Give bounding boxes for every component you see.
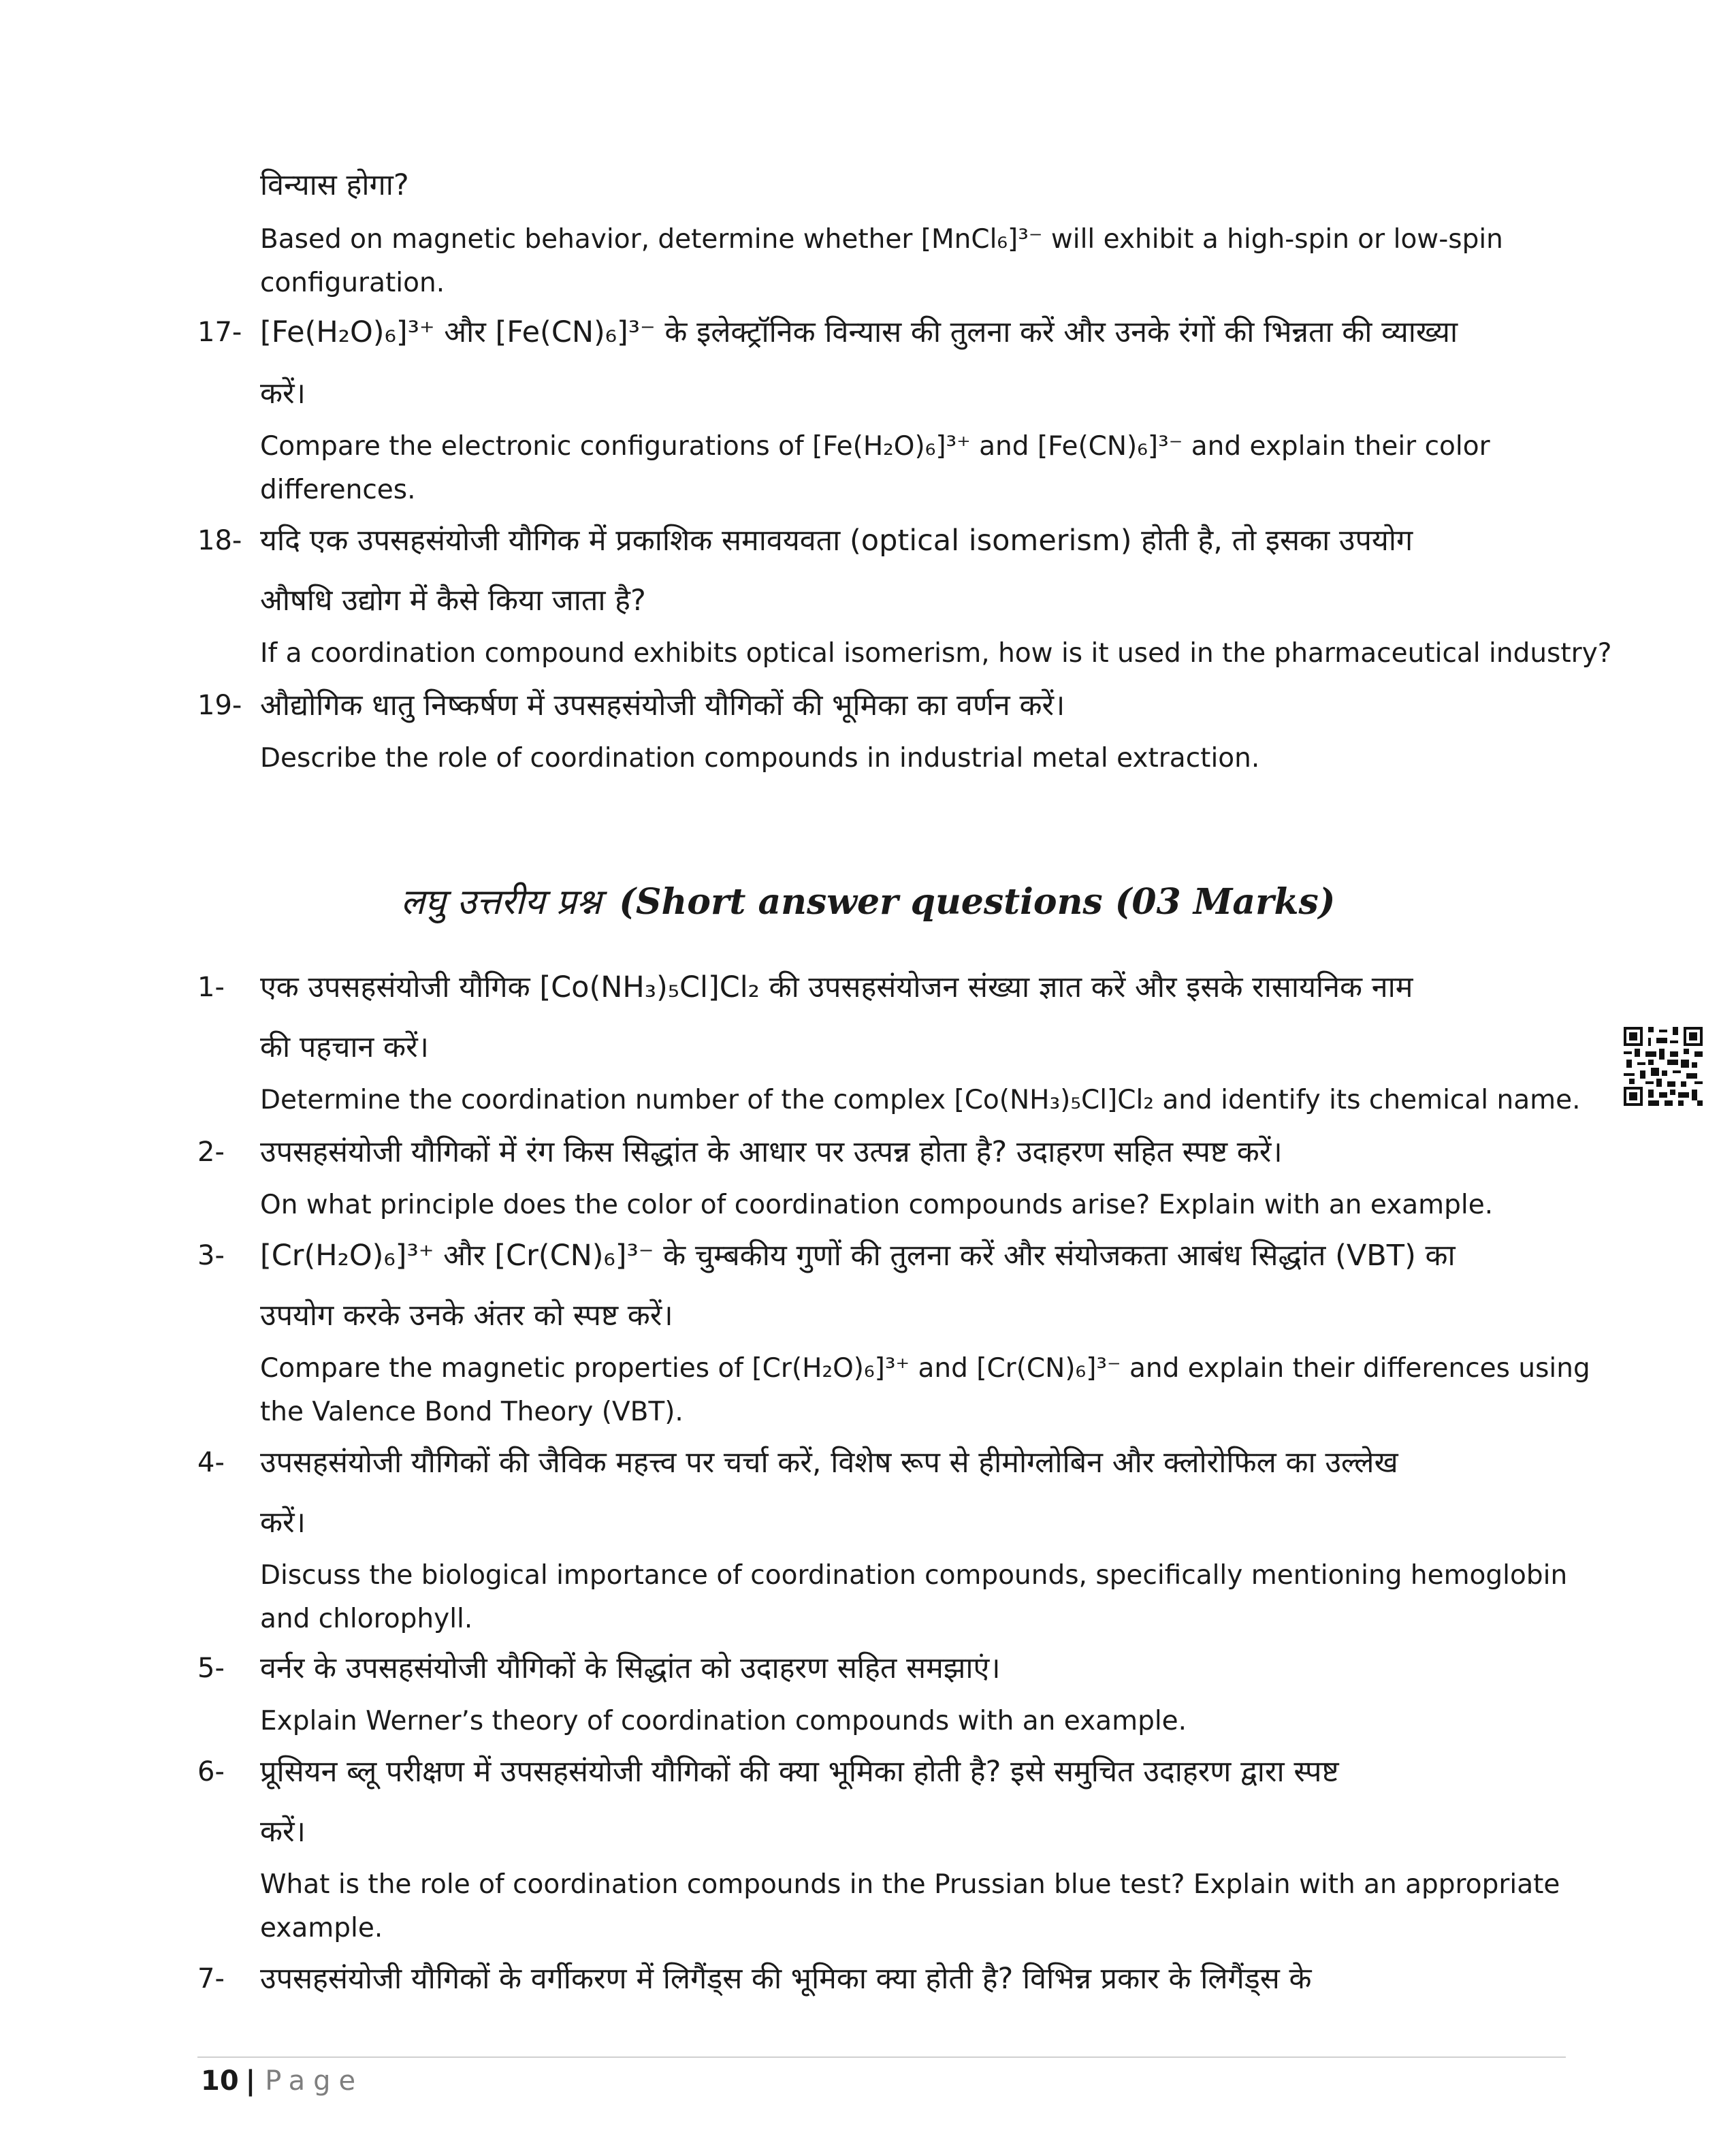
page-footer [201, 2062, 364, 2100]
question-hindi-line2: करें। [260, 1506, 306, 1540]
question-english-line1: What is the role of coordination compounds in the Prussian blue test? Explain with an appropriate [260, 1869, 1560, 1900]
question-hindi-line2: करें। [260, 1815, 306, 1849]
question-hindi-line1: प्रूसियन ब्लू परीक्षण में उपसहसंयोजी यौगिकों की क्या भूमिका होती है? इसे समुचित उदाहरण द्वारा स्पष्ट [260, 1755, 1339, 1789]
question-hindi-line1: उपसहसंयोजी यौगिकों के वर्गीकरण में लिगैंड्स की भूमिका क्या होती है? विभिन्न प्रकार के लिगैंड्स के [260, 1962, 1312, 1996]
continued-question-hindi: विन्यास होगा? [260, 168, 409, 202]
question-hindi-line2: उपयोग करके उनके अंतर को स्पष्ट करें। [260, 1299, 673, 1333]
question-english-line1: Explain Werner’s theory of coordination compounds with an example. [260, 1706, 1187, 1736]
question-hindi-line1: [Fe(H₂O)₆]³⁺ और [Fe(CN)₆]³⁻ के इलेक्ट्रॉनिक विन्यास की तुलना करें और उनके रंगों की भिन्नता की व्याख्या [260, 315, 1458, 349]
question-number: 6- [197, 1756, 225, 1788]
question-english-line2: and chlorophyll. [260, 1604, 473, 1634]
question-number: 17- [197, 317, 242, 348]
question-hindi-line2: करें। [260, 377, 306, 411]
question-hindi-line1: यदि एक उपसहसंयोजी यौगिक में प्रकाशिक समावयवता (optical isomerism) होती है, तो इसका उपयोग [260, 524, 1413, 558]
question-english-line1: Describe the role of coordination compounds in industrial metal extraction. [260, 743, 1260, 774]
page-number: 10 [201, 2065, 239, 2097]
question-english-line2: example. [260, 1913, 383, 1943]
question-english-line1: Compare the magnetic properties of [Cr(H₂O)₆]³⁺ and [Cr(CN)₆]³⁻ and explain their differences using [260, 1353, 1590, 1384]
footer-separator: | [245, 2065, 256, 2097]
question-english-line1: Discuss the biological importance of coordination compounds, specifically mentioning hemoglobin [260, 1560, 1568, 1591]
question-number: 4- [197, 1447, 225, 1478]
page-label: Page [265, 2065, 364, 2097]
question-hindi-line1: एक उपसहसंयोजी यौगिक [Co(NH₃)₅Cl]Cl₂ की उपसहसंयोजन संख्या ज्ञात करें और इसके रासायनिक नाम [260, 970, 1413, 1004]
question-number: 3- [197, 1240, 225, 1271]
question-number: 18- [197, 525, 242, 556]
question-english-line1: On what principle does the color of coordination compounds arise? Explain with an example. [260, 1190, 1494, 1220]
continued-question-english-line1: Based on magnetic behavior, determine whether [MnCl₆]³⁻ will exhibit a high-spin or low-spin [260, 224, 1503, 255]
question-hindi-line2: औषधि उद्योग में कैसे किया जाता है? [260, 584, 646, 618]
section-heading-english: (Short answer questions (03 Marks) [619, 881, 1336, 923]
qr-code-icon [1624, 1027, 1703, 1106]
question-hindi-line1: उपसहसंयोजी यौगिकों में रंग किस सिद्धांत के आधार पर उत्पन्न होता है? उदाहरण सहित स्पष्ट करें। [260, 1135, 1283, 1169]
question-hindi-line2: की पहचान करें। [260, 1030, 429, 1064]
question-hindi-line1: [Cr(H₂O)₆]³⁺ और [Cr(CN)₆]³⁻ के चुम्बकीय गुणों की तुलना करें और संयोजकता आबंध सिद्धांत (VBT) का [260, 1239, 1456, 1273]
section-heading-hindi: लघु उत्तरीय प्रश्न [400, 882, 602, 923]
question-hindi-line1: वर्नर के उपसहसंयोजी यौगिकों के सिद्धांत को उदाहरण सहित समझाएं। [260, 1651, 1001, 1685]
question-number: 5- [197, 1653, 225, 1684]
section-heading [0, 878, 1736, 926]
continued-question-english-line2: configuration. [260, 268, 445, 298]
question-hindi-line1: उपसहसंयोजी यौगिकों की जैविक महत्त्व पर चर्चा करें, विशेष रूप से हीमोग्लोबिन और क्लोरोफिल का उल्लेख [260, 1446, 1398, 1480]
question-english-line2: differences. [260, 475, 416, 505]
question-hindi-line1: औद्योगिक धातु निष्कर्षण में उपसहसंयोजी यौगिकों की भूमिका का वर्णन करें। [260, 688, 1065, 722]
question-english-line1: Determine the coordination number of the complex [Co(NH₃)₅Cl]Cl₂ and identify its chemical name. [260, 1085, 1581, 1115]
question-english-line1: Compare the electronic configurations of [Fe(H₂O)₆]³⁺ and [Fe(CN)₆]³⁻ and explain their color [260, 431, 1490, 462]
question-english-line1: If a coordination compound exhibits optical isomerism, how is it used in the pharmaceutical industry? [260, 638, 1612, 669]
question-number: 7- [197, 1963, 225, 1995]
footer-divider [197, 2056, 1566, 2058]
question-english-line2: the Valence Bond Theory (VBT). [260, 1397, 684, 1427]
question-number: 1- [197, 972, 225, 1003]
question-number: 2- [197, 1137, 225, 1168]
question-number: 19- [197, 690, 242, 721]
